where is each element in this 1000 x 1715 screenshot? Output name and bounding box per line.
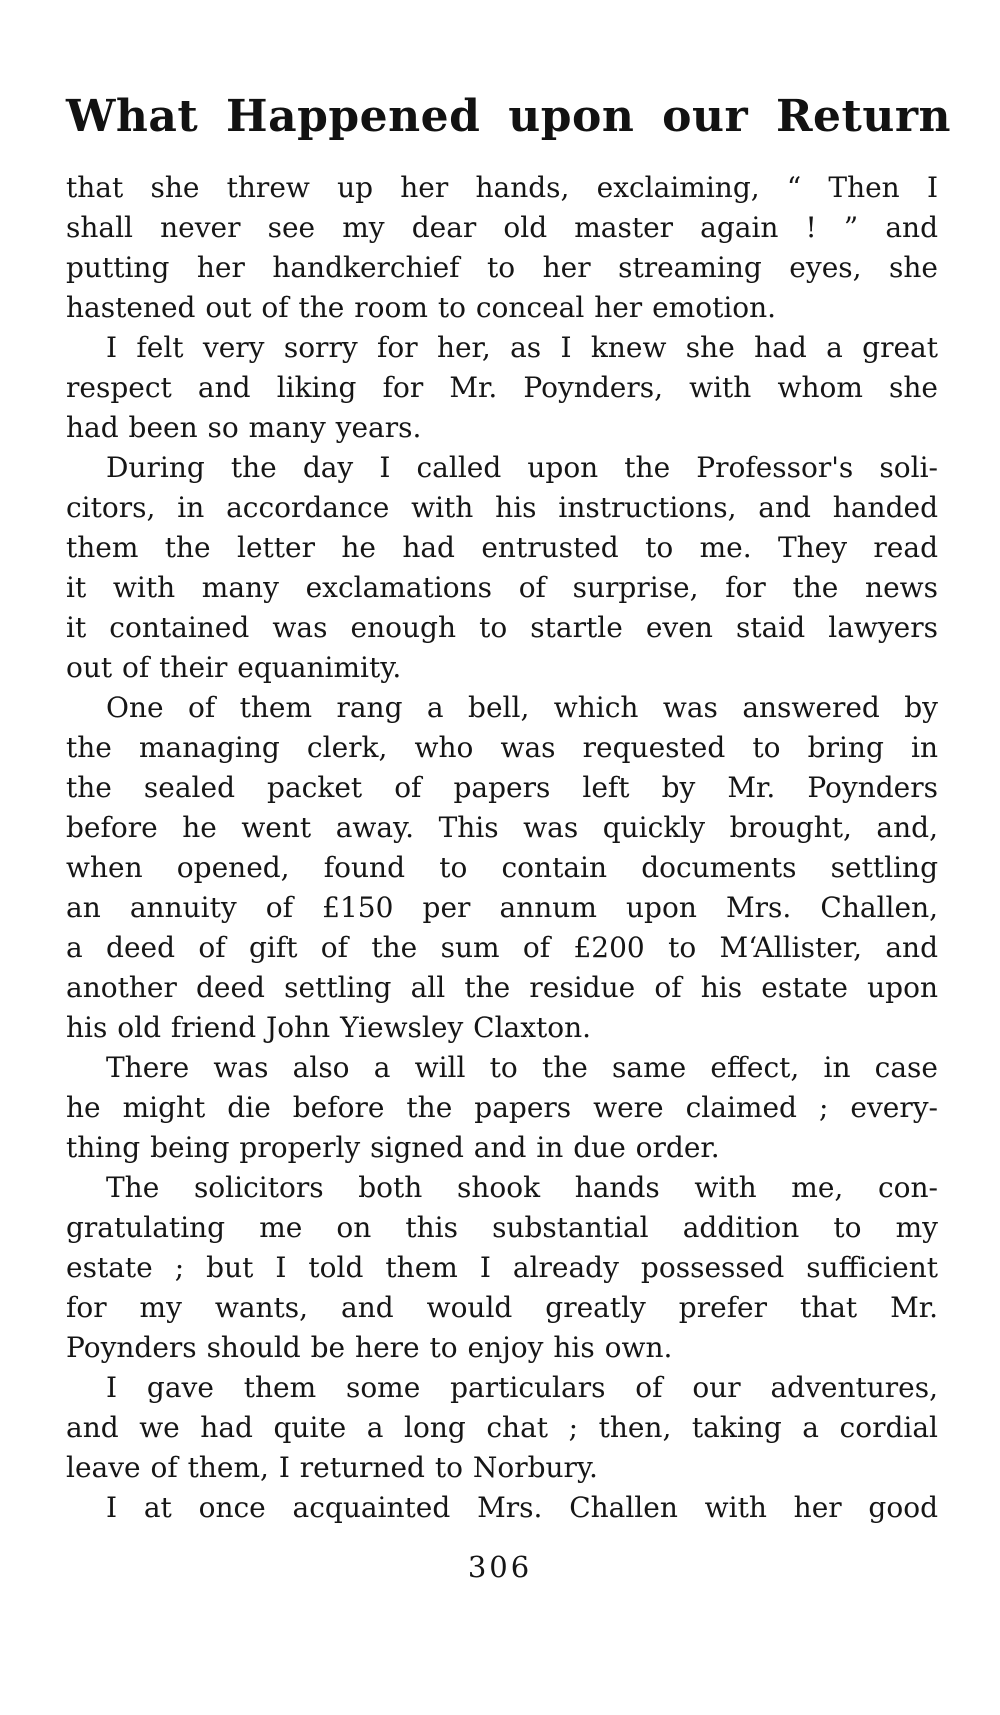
- text-line: I felt very sorry for her, as I knew she had a great: [106, 331, 938, 364]
- page-number: 306: [467, 1550, 533, 1584]
- paragraph: [66, 1368, 938, 1488]
- text-line: I gave them some particulars of our adventures,: [106, 1371, 938, 1404]
- text-line: he might die before the papers were claimed ; every-: [66, 1091, 938, 1124]
- text-line: estate ; but I told them I already possessed sufficient: [66, 1251, 938, 1284]
- text-line: putting her handkerchief to her streaming eyes, she: [66, 251, 938, 284]
- text-line: before he went away. This was quickly brought, and,: [66, 811, 938, 844]
- text-line: One of them rang a bell, which was answered by: [106, 691, 938, 724]
- text-line: the sealed packet of papers left by Mr. Poynders: [66, 771, 938, 804]
- text-line: thing being properly signed and in due order.: [66, 1131, 720, 1164]
- text-line: The solicitors both shook hands with me, con-: [106, 1171, 938, 1204]
- text-line: respect and liking for Mr. Poynders, with whom she: [66, 371, 938, 404]
- text-line: out of their equanimity.: [66, 651, 402, 684]
- text-line: when opened, found to contain documents settling: [66, 851, 938, 884]
- text-line: the managing clerk, who was requested to bring in: [66, 731, 938, 764]
- paragraph: [66, 168, 938, 328]
- paragraph: [66, 1048, 938, 1168]
- text-line: During the day I called upon the Professor's soli-: [106, 451, 938, 484]
- text-line: shall never see my dear old master again ! ” and: [66, 211, 938, 244]
- text-line: gratulating me on this substantial addition to my: [66, 1211, 938, 1244]
- paragraph: [66, 688, 938, 1048]
- paragraph: [66, 1168, 938, 1368]
- text-line: that she threw up her hands, exclaiming, “ Then I: [66, 171, 938, 204]
- text-line: hastened out of the room to conceal her emotion.: [66, 291, 777, 324]
- text-line: citors, in accordance with his instructions, and handed: [66, 491, 938, 524]
- text-line: a deed of gift of the sum of £200 to M‘Allister, and: [66, 931, 938, 964]
- text-line: Poynders should be here to enjoy his own.: [66, 1331, 673, 1364]
- text-line: his old friend John Yiewsley Claxton.: [66, 1011, 592, 1044]
- text-line: it contained was enough to startle even staid lawyers: [66, 611, 938, 644]
- text-line: and we had quite a long chat ; then, taking a cordial: [66, 1411, 938, 1444]
- page-title: What Happened upon our Return: [66, 91, 952, 142]
- text-line: another deed settling all the residue of his estate upon: [66, 971, 938, 1004]
- paragraph: [66, 328, 938, 448]
- text-line: There was also a will to the same effect, in case: [106, 1051, 938, 1084]
- text-line: it with many exclamations of surprise, for the news: [66, 571, 938, 604]
- text-line: leave of them, I returned to Norbury.: [66, 1451, 598, 1484]
- text-line: an annuity of £150 per annum upon Mrs. Challen,: [66, 891, 938, 924]
- text-line: them the letter he had entrusted to me. They read: [66, 531, 938, 564]
- text-body: [66, 168, 938, 1528]
- text-line: for my wants, and would greatly prefer that Mr.: [66, 1291, 938, 1324]
- text-line: had been so many years.: [66, 411, 422, 444]
- paragraph: [66, 448, 938, 688]
- text-line: I at once acquainted Mrs. Challen with her good: [106, 1491, 938, 1524]
- paragraph: [66, 1488, 938, 1528]
